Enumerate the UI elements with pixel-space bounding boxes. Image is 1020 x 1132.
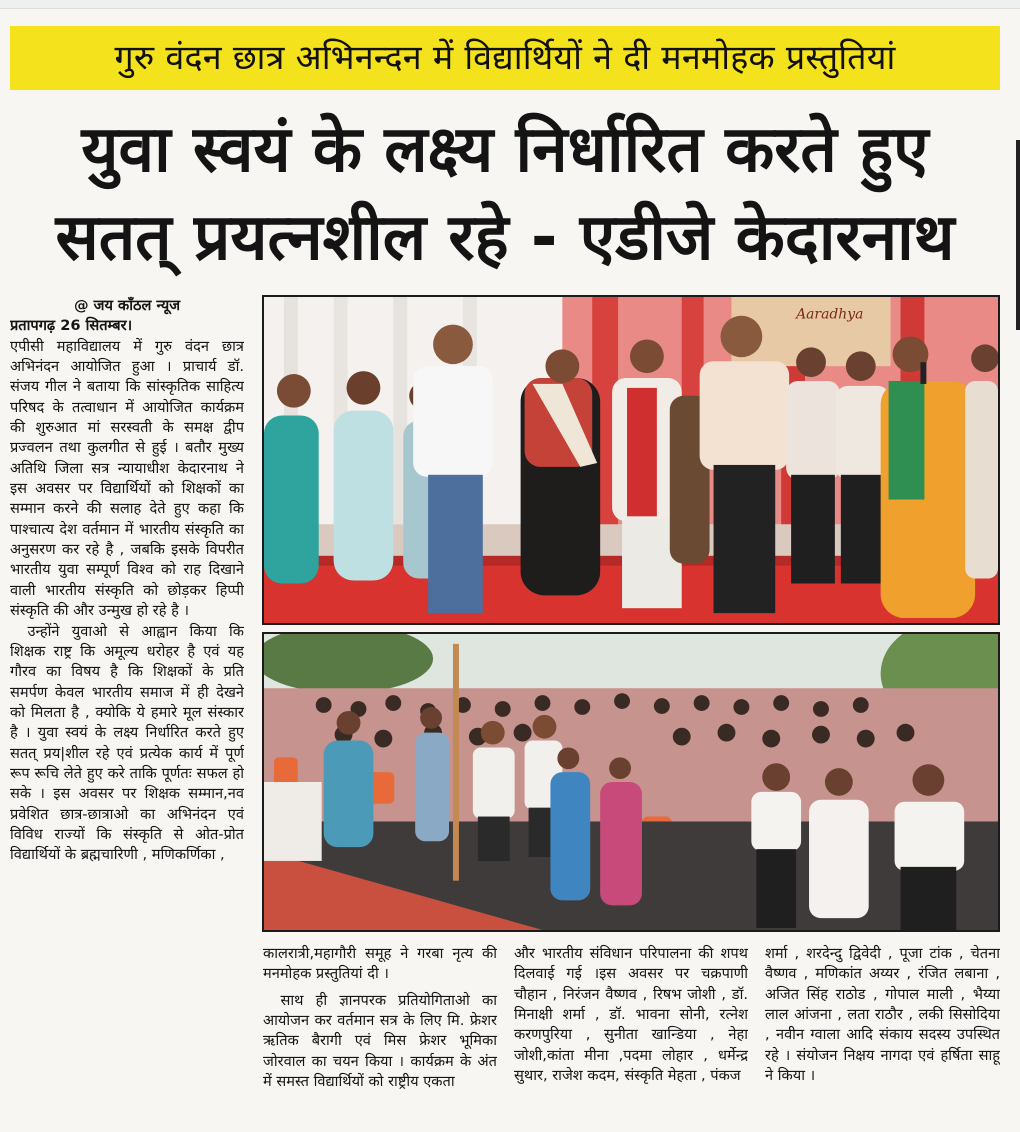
stage-group-photo-art [264, 297, 998, 623]
article-paragraph: उन्होंने युवाओ से आह्वान किया कि शिक्षक राष्ट्र कि अमूल्य धरोहर है एवं यह गौरव का विषय है कि शिक्षकों के प्रति समर्पण केवल भारतीय समाज में ही देखने को मिलता है , क्योकि ये हमारे मूल संस्कार है । युवा स्वयं के लक्ष्य निर्धारित करते हुए सतत् प्रय|शील रहे एवं प्रत्येक कार्य में पूर्ण रूप रूचि लेते हुए करे ताकि पूर्णतः सफल हो सके । इस अवसर पर शिक्षक सम्मान,नव प्रवेशित छात्र-छात्राओ का अभिनंदन एवं विविध राज्यों कि संस्कृति से ओत-प्रोत विद्यार्थियों के ब्रह्मचारिणी , मणिकर्णिका , [10, 622, 244, 864]
dateline: प्रतापगढ़ 26 सितम्बर। [10, 317, 133, 335]
audience-photo-art [264, 634, 998, 930]
stage-group-photo [262, 295, 1000, 625]
kicker-banner: गुरु वंदन छात्र अभिनन्दन में विद्यार्थियों ने दी मनमोहक प्रस्तुतियां [10, 26, 1000, 90]
page-edge-rule [1016, 140, 1020, 330]
article-column-4 [765, 944, 1000, 1132]
article-column-1 [10, 296, 244, 1132]
article-paragraph: शर्मा , शरदेन्दु द्विवेदी , पूजा टांक , चेतना वैष्णव , मणिकांत अय्यर , रंजित लबाना , अजित सिंह राठोड , गोपाल माली , भैय्या लाल आंजना , लता राठौर , लकी सिसोदिया , नवीन ग्वाला आदि संकाय सदस्य उपस्थित रहे । संयोजन निक्षय नागदा एवं हर्षिता साहू ने किया । [765, 945, 1000, 1085]
article-paragraph: और भारतीय संविधान परिपालना की शपथ दिलवाई गई ।इस अवसर पर चक्रपाणी चौहान , निरंजन वैष्णव , रिषभ जोशी , डॉ. मिनाक्षी शर्मा , डॉ. भावना सोनी, रत्नेश करणपुरिया , सुनीता खान्डिया , नेहा जोशी,कांता मीना ,पदमा लोहार , धर्मेन्द्र सुथार, राजेश कदम, संस्कृति मेहता , पंकज [514, 945, 748, 1085]
article-paragraph: एपीसी महाविद्यालय में गुरु वंदन छात्र अभिनंदन आयोजित हुआ । प्राचार्य डॉ. संजय गील ने बताया कि सांस्कृतिक साहित्य परिषद के तत्वाधान में आयोजित कार्यक्रम की शुरुआत मां सरस्वती के समक्ष द्वीप प्रज्वलन तथा कुलगीत से हुई । बतौर मुख्य अतिथि जिला सत्र न्यायाधीश केदारनाथ ने इस अवसर पर विद्यार्थियों को शिक्षकों का सम्मान करने की सलाह देते हुए कहा कि पाश्चात्य देश वर्तमान में भारतीय संस्कृति का अनुसरण कर रहे है , जबकि इसके विपरीत भारतीय युवा सम्पूर्ण विश्व को राह दिखाने वाली भारतीय संस्कृति को छोड़कर हिप्पी संस्कृति की और उन्मुख हो रहे है । [10, 337, 244, 620]
stage-banner-text: Aaradhya [796, 306, 864, 323]
audience-photo [262, 632, 1000, 932]
headline-line-2: सतत् प्रयत्नशील रहे - एडीजे केदारनाथ [55, 201, 955, 275]
byline: @ जय काँठल न्यूज [73, 297, 181, 314]
article-paragraph: साथ ही ज्ञानपरक प्रतियोगिताओ का आयोजन कर वर्तमान सत्र के लिए मि. फ्रेशर ऋतिक बैरागी एवं मिस फ्रेशर भूमिका जोरवाल का चयन किया । कार्यक्रम के अंत में समस्त विद्यार्थियों को राष्ट्रीय एकता [263, 991, 497, 1091]
article-column-2 [263, 944, 497, 1132]
page-top-strip [0, 0, 1020, 9]
article-paragraph: कालरात्री,महागौरी समूह ने गरबा नृत्य की मनमोहक प्रस्तुतियां दी । [263, 945, 497, 983]
headline-line-1: युवा स्वयं के लक्ष्य निर्धारित करते हुए [81, 113, 929, 187]
article-column-3 [514, 944, 748, 1132]
